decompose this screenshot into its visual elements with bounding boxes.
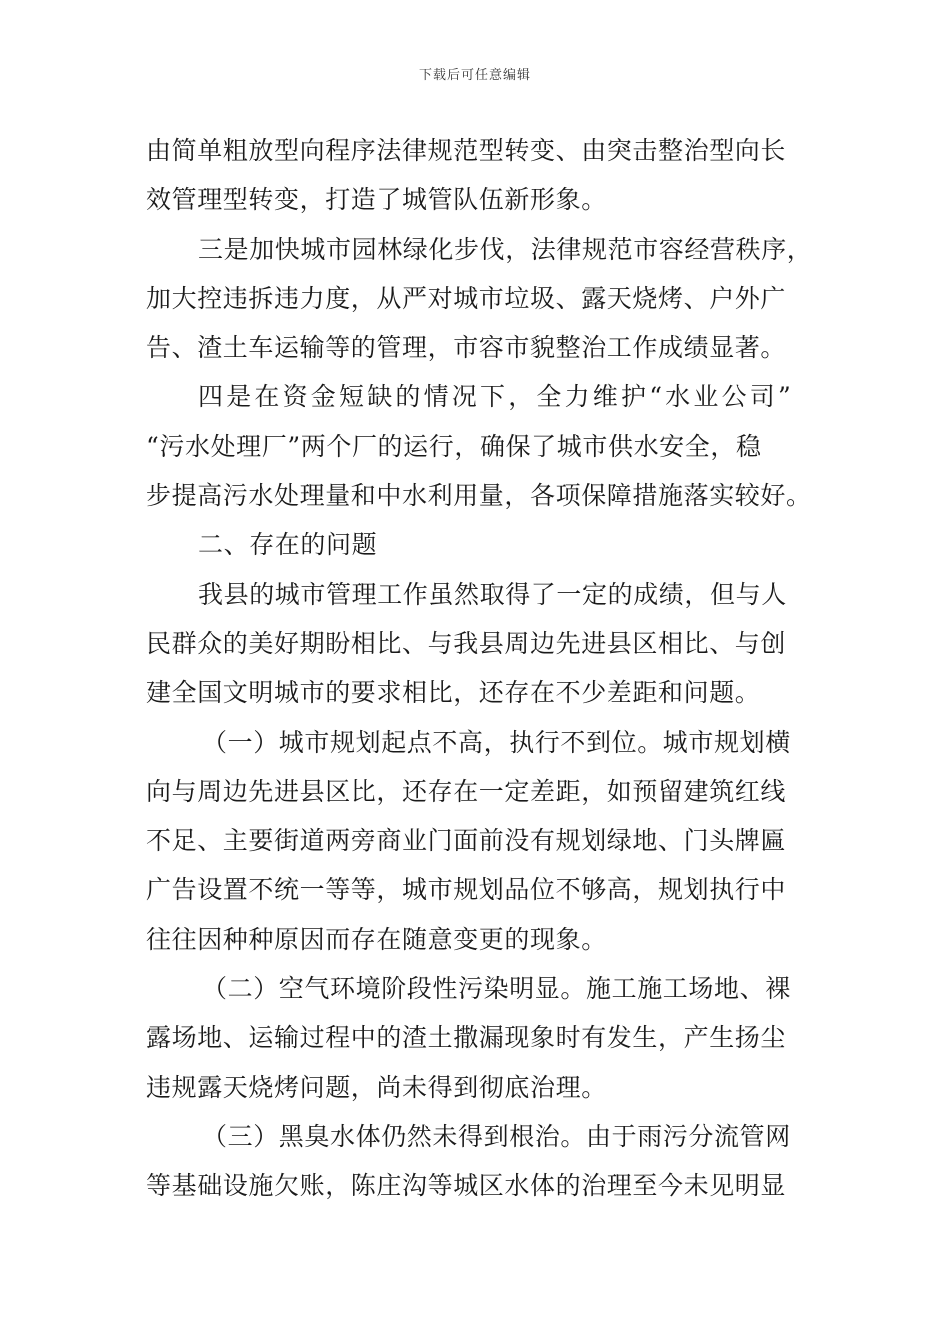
text-line-first: 我县的城市管理工作虽然取得了一定的成绩，但与人 — [198, 579, 787, 609]
document-body — [146, 126, 816, 1211]
text-line-first: 三是加快城市园林绿化步伐，法律规范市容经营秩序， — [198, 234, 813, 264]
paragraph-6 — [146, 964, 816, 1112]
text-line: 建全国文明城市的要求相比，还存在不少差距和问题。 — [146, 678, 761, 708]
text-line: 违规露天烧烤问题，尚未得到彻底治理。 — [146, 1072, 607, 1102]
text-line: “污水处理厂”两个厂的运行，确保了城市供水安全，稳 — [146, 431, 762, 461]
paragraph-7 — [146, 1112, 816, 1211]
section-heading — [146, 520, 816, 569]
paragraph-3 — [146, 372, 816, 520]
text-line-first: （三）黑臭水体仍然未得到根治。由于雨污分流管网 — [202, 1121, 791, 1151]
paragraph-4 — [146, 570, 816, 718]
text-line: 不足、主要街道两旁商业门面前没有规划绿地、门头牌匾 — [146, 826, 787, 856]
text-line: 广告设置不统一等等，城市规划品位不够高，规划执行中 — [146, 875, 787, 905]
paragraph-1 — [146, 126, 816, 225]
text-line: 往往因种种原因而存在随意变更的现象。 — [146, 924, 607, 954]
text-line: 等基础设施欠账，陈庄沟等城区水体的治理至今未见明显 — [146, 1171, 787, 1201]
text-line: 步提高污水处理量和中水利用量，各项保障措施落实较好。 — [146, 481, 812, 511]
text-line: 由简单粗放型向程序法律规范型转变、由突击整治型向长 — [146, 136, 787, 165]
page-header: 下载后可任意编辑 — [418, 68, 531, 83]
paragraph-5 — [146, 718, 816, 964]
paragraph-2 — [146, 225, 816, 373]
text-line-first: （一）城市规划起点不高，执行不到位。城市规划横 — [202, 727, 791, 757]
text-line: 民群众的美好期盼相比、与我县周边先进县区相比、与创 — [146, 628, 787, 658]
text-line-first: （二）空气环境阶段性污染明显。施工施工场地、裸 — [202, 974, 791, 1004]
heading-line: 二、存在的问题 — [198, 530, 378, 560]
text-line-first: 四是在资金短缺的情况下，全力维护“水业公司” — [198, 382, 794, 412]
text-line: 效管理型转变，打造了城管队伍新形象。 — [146, 185, 607, 215]
text-line: 加大控违拆违力度，从严对城市垃圾、露天烧烤、户外广 — [146, 283, 787, 313]
text-line: 露场地、运输过程中的渣土撒漏现象时有发生，产生扬尘 — [146, 1023, 787, 1053]
text-line: 向与周边先进县区比，还存在一定差距，如预留建筑红线 — [146, 776, 787, 806]
text-line: 告、渣土车运输等的管理，市容市貌整治工作成绩显著。 — [146, 333, 787, 363]
